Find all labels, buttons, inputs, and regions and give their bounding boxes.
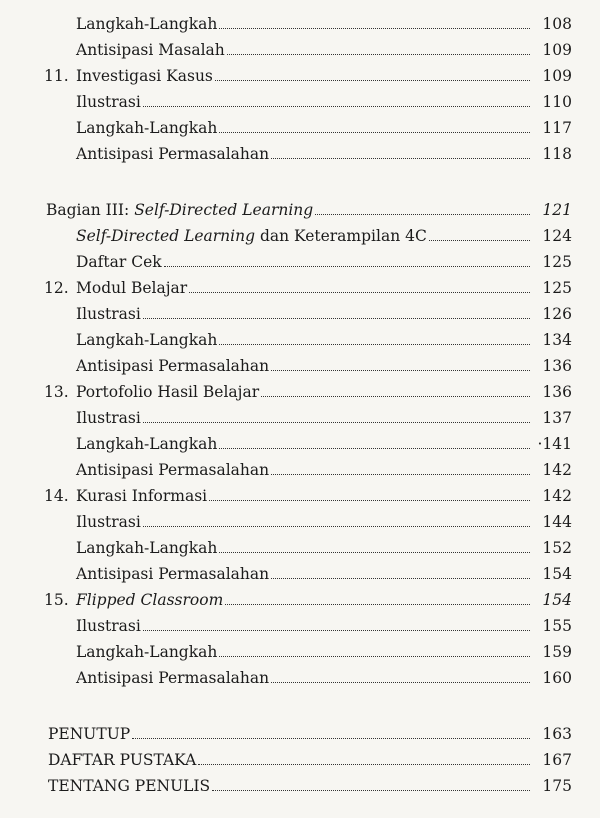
toc-entry (0, 220, 572, 244)
dot-leader (189, 291, 530, 293)
toc-title: Antisipasi Permasalahan (76, 356, 270, 375)
toc-page-number: 175 (542, 776, 572, 795)
dot-leader (315, 213, 530, 215)
toc-page-number: 121 (542, 200, 572, 219)
toc-page-number: 126 (542, 304, 572, 323)
toc-page-number: 108 (542, 14, 572, 33)
toc-title: Antisipasi Permasalahan (76, 668, 270, 687)
dot-leader (227, 53, 530, 55)
toc-chapter-entry (0, 272, 572, 296)
toc-title: Investigasi Kasus (76, 66, 213, 85)
title-italic: Self-Directed Learning (76, 226, 256, 245)
toc-backmatter-entry (0, 744, 572, 768)
toc-entry (0, 532, 572, 556)
dot-leader (215, 79, 530, 81)
dot-leader (143, 105, 530, 107)
toc-entry (0, 324, 572, 348)
toc-page-number: 109 (542, 66, 572, 85)
toc-title: Antisipasi Permasalahan (76, 564, 270, 583)
dot-leader (271, 157, 530, 159)
toc-entry (0, 86, 572, 110)
toc-title: Ilustrasi (76, 304, 141, 323)
dot-leader (209, 499, 530, 501)
toc-title: Antisipasi Permasalahan (76, 144, 270, 163)
toc-entry (0, 402, 572, 426)
toc-backmatter-entry (0, 770, 572, 794)
toc-entry (0, 112, 572, 136)
dot-leader (143, 525, 530, 527)
toc-page-number: 110 (542, 92, 572, 111)
toc-page-number: 142 (542, 486, 572, 505)
chapter-number: 11. (44, 66, 69, 85)
toc-page-number: 118 (542, 144, 572, 163)
dot-leader (219, 131, 530, 133)
toc-page-number: 152 (542, 538, 572, 557)
part-title-italic: Self-Directed Learning (134, 200, 314, 219)
toc-page-number: 124 (542, 226, 572, 245)
toc-entry (0, 558, 572, 582)
toc-chapter-entry (0, 584, 572, 608)
toc-chapter-entry (0, 376, 572, 400)
dot-leader (429, 239, 530, 241)
toc-chapter-entry (0, 480, 572, 504)
toc-page-number: 125 (542, 278, 572, 297)
dot-leader (143, 629, 530, 631)
chapter-number: 13. (44, 382, 69, 401)
toc-page-number: 167 (542, 750, 572, 769)
toc-page-number: 136 (542, 382, 572, 401)
toc-page-number: 137 (542, 408, 572, 427)
dot-leader (219, 655, 530, 657)
toc-title: Daftar Cek (76, 252, 162, 271)
dot-leader (271, 577, 530, 579)
toc-title: Langkah-Langkah (76, 330, 218, 349)
chapter-number: 12. (44, 278, 69, 297)
toc-title: Modul Belajar (76, 278, 188, 297)
toc-entry (0, 34, 572, 58)
dot-leader (219, 447, 530, 449)
dot-leader (143, 317, 530, 319)
dot-leader (219, 551, 530, 553)
toc-page-number: 136 (542, 356, 572, 375)
toc-page-number: 154 (542, 590, 572, 609)
toc-page-number: 159 (542, 642, 572, 661)
toc-entry (0, 350, 572, 374)
toc-backmatter-entry (0, 718, 572, 742)
title-rest: dan Keterampilan 4C (255, 226, 427, 245)
toc-page-number: 125 (542, 252, 572, 271)
toc-entry (0, 662, 572, 686)
toc-page-number: 163 (542, 724, 572, 743)
toc-title: Flipped Classroom (76, 590, 224, 609)
toc-title: Portofolio Hasil Belajar (76, 382, 260, 401)
toc-page-number: 160 (542, 668, 572, 687)
toc-entry (0, 636, 572, 660)
toc-title: Kurasi Informasi (76, 486, 208, 505)
dot-leader (225, 603, 530, 605)
toc-title: Ilustrasi (76, 92, 141, 111)
toc-entry (0, 610, 572, 634)
chapter-number: 15. (44, 590, 69, 609)
toc-title: Langkah-Langkah (76, 14, 218, 33)
toc-title: Langkah-Langkah (76, 538, 218, 557)
toc-entry (0, 246, 572, 270)
toc-entry (0, 428, 572, 452)
dot-leader (271, 369, 530, 371)
toc-page-number: 134 (542, 330, 572, 349)
toc-page-number: 144 (542, 512, 572, 531)
dot-leader (271, 473, 530, 475)
toc-title: Langkah-Langkah (76, 434, 218, 453)
part-prefix: Bagian III: (46, 200, 135, 219)
dot-leader (198, 763, 530, 765)
toc-page-number: 154 (542, 564, 572, 583)
dot-leader (271, 681, 530, 683)
dot-leader (143, 421, 530, 423)
dot-leader (164, 265, 530, 267)
toc-page-number: 117 (542, 118, 572, 137)
dot-leader (219, 343, 530, 345)
chapter-number: 14. (44, 486, 69, 505)
dot-leader (212, 789, 530, 791)
toc-title: Langkah-Langkah (76, 118, 218, 137)
toc-title: Ilustrasi (76, 408, 141, 427)
toc-title: PENUTUP (48, 724, 131, 743)
dot-leader (219, 27, 530, 29)
toc-title: DAFTAR PUSTAKA (48, 750, 197, 769)
dot-leader (261, 395, 530, 397)
toc-title: TENTANG PENULIS (48, 776, 211, 795)
toc-page-number: ·141 (537, 434, 572, 453)
toc-entry (0, 298, 572, 322)
dot-leader (132, 737, 530, 739)
toc-page-number: 155 (542, 616, 572, 635)
toc-title (46, 200, 314, 219)
toc-title: Antisipasi Permasalahan (76, 460, 270, 479)
toc-page-number: 109 (542, 40, 572, 59)
toc-part-entry (0, 194, 572, 218)
toc-title: Ilustrasi (76, 616, 141, 635)
toc-entry (0, 8, 572, 32)
toc-entry (0, 138, 572, 162)
toc-entry (0, 454, 572, 478)
toc-title: Langkah-Langkah (76, 642, 218, 661)
toc-title (76, 226, 427, 245)
toc-entry (0, 506, 572, 530)
toc-chapter-entry (0, 60, 572, 84)
toc-title: Ilustrasi (76, 512, 141, 531)
toc-title: Antisipasi Masalah (76, 40, 225, 59)
toc-page-number: 142 (542, 460, 572, 479)
